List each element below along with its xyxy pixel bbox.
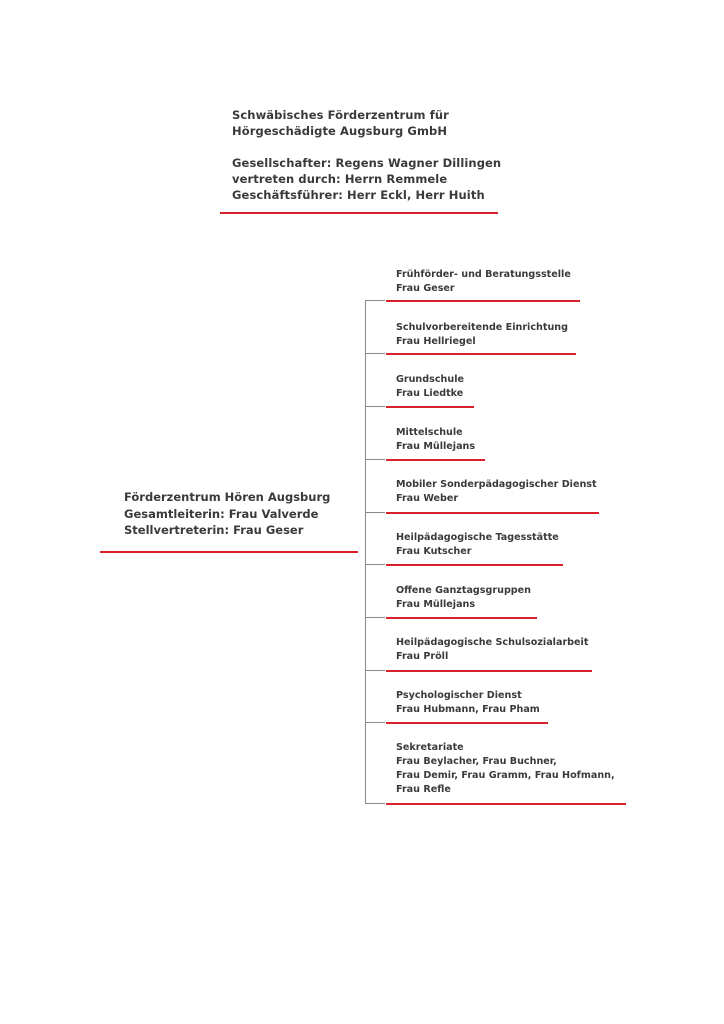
company-owner: Gesellschafter: Regens Wagner Dillingen xyxy=(232,156,502,170)
dept-person: Frau Weber xyxy=(396,493,459,504)
dept-underline xyxy=(386,803,626,805)
dept-fruehfoerderung xyxy=(396,268,571,296)
connector-tick xyxy=(365,722,385,723)
connector-tick xyxy=(365,512,385,513)
connector-tick xyxy=(365,353,385,354)
company-represented-by: vertreten durch: Herrn Remmele xyxy=(232,172,448,186)
dept-person: Frau Müllejans xyxy=(396,441,476,452)
dept-person: Frau Kutscher xyxy=(396,546,472,557)
company-managing-directors: Geschäftsführer: Herr Eckl, Herr Huith xyxy=(232,188,485,202)
center-underline xyxy=(100,551,358,553)
dept-title: Psychologischer Dienst xyxy=(396,690,522,701)
dept-title: Offene Ganztagsgruppen xyxy=(396,585,532,596)
connector-tick xyxy=(365,406,385,407)
dept-title: Schulvorbereitende Einrichtung xyxy=(396,322,568,333)
connector-tick xyxy=(365,300,385,301)
dept-schulsozialarbeit xyxy=(396,636,588,664)
center-name: Förderzentrum Hören Augsburg xyxy=(124,490,331,504)
dept-hpt xyxy=(396,531,559,559)
dept-ganztag xyxy=(396,584,531,612)
connector-tick xyxy=(365,617,385,618)
dept-msd xyxy=(396,478,597,506)
dept-underline xyxy=(386,670,592,672)
connector-tick xyxy=(365,803,385,804)
dept-person: Frau Pröll xyxy=(396,651,449,662)
dept-person: Frau Hubmann, Frau Pham xyxy=(396,704,540,715)
dept-psychologisch xyxy=(396,689,540,717)
spacer xyxy=(232,139,532,155)
dept-underline xyxy=(386,300,580,302)
dept-title: Grundschule xyxy=(396,374,464,385)
dept-person: Frau Refle xyxy=(396,784,451,795)
connector-tick xyxy=(365,459,385,460)
dept-underline xyxy=(386,564,563,566)
dept-underline xyxy=(386,722,548,724)
dept-person: Frau Liedtke xyxy=(396,388,464,399)
company-underline xyxy=(220,212,498,214)
dept-person: Frau Geser xyxy=(396,283,455,294)
dept-title: Heilpädagogische Schulsozialarbeit xyxy=(396,637,589,648)
dept-person: Frau Demir, Frau Gramm, Frau Hofmann, xyxy=(396,770,615,781)
connector-vertical xyxy=(365,300,366,804)
dept-sekretariate xyxy=(396,741,615,797)
connector-tick xyxy=(365,670,385,671)
dept-person: Frau Müllejans xyxy=(396,599,476,610)
center-box xyxy=(124,489,364,539)
company-name-line2: Hörgeschädigte Augsburg GmbH xyxy=(232,124,448,138)
dept-title: Mittelschule xyxy=(396,427,463,438)
dept-underline xyxy=(386,353,576,355)
dept-mittelschule xyxy=(396,426,475,454)
dept-underline xyxy=(386,512,599,514)
center-deputy: Stellvertreterin: Frau Geser xyxy=(124,523,304,537)
dept-person: Frau Hellriegel xyxy=(396,336,476,347)
dept-title: Frühförder- und Beratungsstelle xyxy=(396,269,571,280)
dept-title: Heilpädagogische Tagesstätte xyxy=(396,532,559,543)
dept-underline xyxy=(386,459,485,461)
company-name-line1: Schwäbisches Förderzentrum für xyxy=(232,108,449,122)
dept-title: Sekretariate xyxy=(396,742,464,753)
company-box xyxy=(232,107,532,203)
center-overall-lead: Gesamtleiterin: Frau Valverde xyxy=(124,506,319,521)
dept-title: Mobiler Sonderpädagogischer Dienst xyxy=(396,479,597,490)
connector-tick xyxy=(365,564,385,565)
dept-grundschule xyxy=(396,373,464,401)
dept-schulvorbereitend xyxy=(396,321,568,349)
dept-underline xyxy=(386,406,474,408)
dept-person: Frau Beylacher, Frau Buchner, xyxy=(396,756,557,767)
dept-underline xyxy=(386,617,537,619)
